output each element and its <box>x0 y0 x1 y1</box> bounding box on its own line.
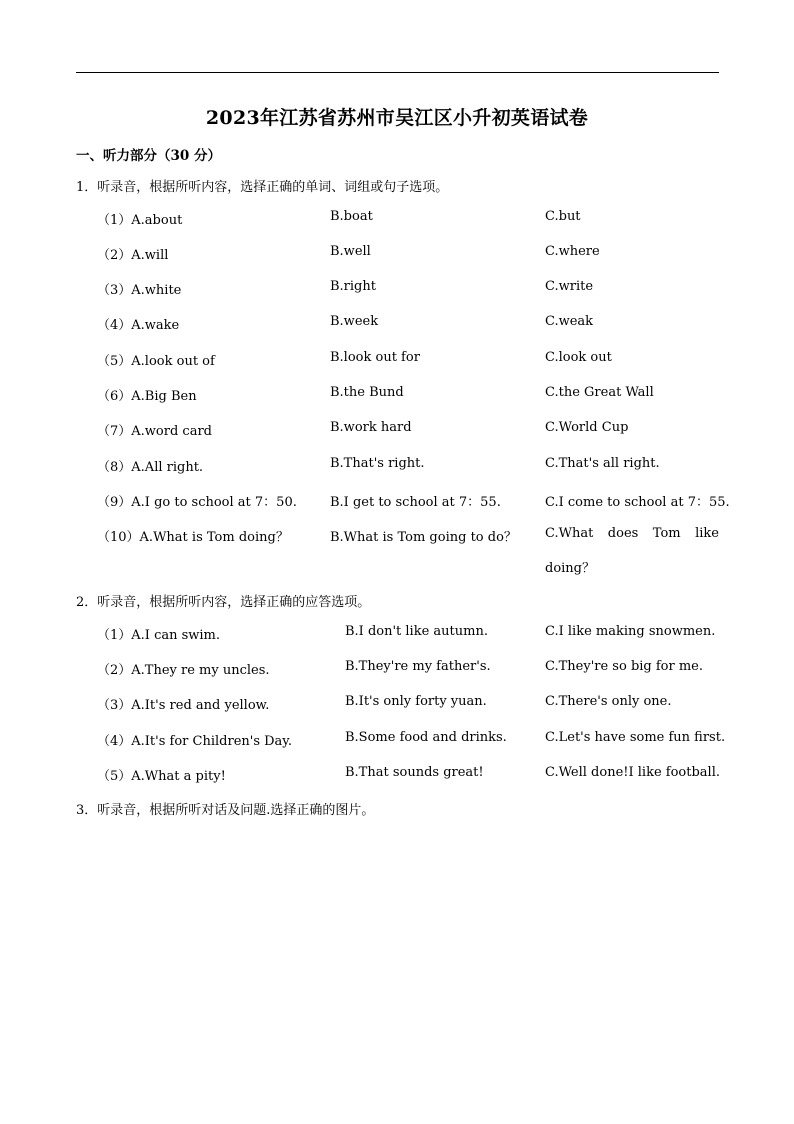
option-a: （10）A.What is Tom doing？ <box>97 530 289 545</box>
header-rule <box>76 72 719 73</box>
question-1-item <box>0 420 794 440</box>
option-c: C.Well done!I like football. <box>545 765 720 780</box>
option-a: （5）A.look out of <box>97 354 215 369</box>
question-1-prompt: 1．听录音，根据所听内容，选择正确的单词、词组或句子选项。 <box>76 180 449 195</box>
option-b: B.That's right. <box>330 456 425 471</box>
option-a: （1）A.about <box>97 213 183 228</box>
question-1-item <box>0 350 794 370</box>
option-a: （2）A.will <box>97 248 169 263</box>
question-2-item <box>0 765 794 785</box>
option-b: B.Some food and drinks. <box>345 730 507 745</box>
option-c: C.There's only one. <box>545 694 672 709</box>
option-c-word: C.What <box>545 526 594 541</box>
option-b: B.well <box>330 244 371 259</box>
option-c: C.look out <box>545 350 612 365</box>
option-a: （1）A.I can swim. <box>97 628 221 643</box>
option-c: C.They're so big for me. <box>545 659 704 674</box>
option-b: B.week <box>330 314 379 329</box>
question-1-item <box>0 314 794 334</box>
option-c: C.I come to school at 7：55. <box>545 495 730 510</box>
option-c-continued: doing？ <box>545 561 596 576</box>
option-b: B.right <box>330 279 376 294</box>
option-c: C.weak <box>545 314 594 329</box>
option-a: （9）A.I go to school at 7：50. <box>97 495 297 510</box>
question-3-prompt: 3．听录音，根据所听对话及问题.选择正确的图片。 <box>76 803 375 818</box>
option-b: B.They're my father's. <box>345 659 491 674</box>
question-1-item <box>0 491 794 511</box>
option-c: C.I like making snowmen. <box>545 624 716 639</box>
option-b: B.What is Tom going to do？ <box>330 530 517 545</box>
question-1-item <box>0 209 794 229</box>
option-a: （3）A.It's red and yellow. <box>97 698 270 713</box>
exam-title: 2023年江苏省苏州市吴江区小升初英语试卷 <box>205 107 589 129</box>
option-b: B.I get to school at 7：55. <box>330 495 501 510</box>
option-c: C.Let's have some fun first. <box>545 730 726 745</box>
question-1-item <box>0 279 794 299</box>
option-c: C.That's all right. <box>545 456 660 471</box>
option-c <box>545 526 719 541</box>
question-1-item <box>0 456 794 476</box>
option-b: B.look out for <box>330 350 420 365</box>
option-c-word: like <box>695 526 719 541</box>
option-b: B.It's only forty yuan. <box>345 694 487 709</box>
option-c: C.where <box>545 244 600 259</box>
option-c-word: Tom <box>652 526 681 541</box>
option-a: （8）A.All right. <box>97 460 204 475</box>
option-a: （6）A.Big Ben <box>97 389 197 404</box>
option-a: （2）A.They re my uncles. <box>97 663 270 678</box>
question-2-item <box>0 730 794 750</box>
option-a: （7）A.word card <box>97 424 212 439</box>
option-b: B.I don't like autumn. <box>345 624 488 639</box>
option-c: C.World Cup <box>545 420 629 435</box>
option-c: C.the Great Wall <box>545 385 654 400</box>
option-c: C.write <box>545 279 594 294</box>
option-b: B.That sounds great! <box>345 765 484 780</box>
option-c-word: does <box>607 526 639 541</box>
section-heading-listening: 一、听力部分（30 分） <box>76 148 221 164</box>
option-a: （5）A.What a pity! <box>97 769 226 784</box>
question-2-item <box>0 694 794 714</box>
option-a: （4）A.wake <box>97 318 180 333</box>
option-a: （4）A.It's for Children's Day. <box>97 734 293 749</box>
question-1-item <box>0 244 794 264</box>
question-2-item <box>0 624 794 644</box>
option-b: B.the Bund <box>330 385 404 400</box>
question-1-item <box>0 385 794 405</box>
question-2-prompt: 2．听录音，根据所听内容，选择正确的应答选项。 <box>76 595 371 610</box>
option-a: （3）A.white <box>97 283 182 298</box>
option-c: C.but <box>545 209 581 224</box>
question-2-item <box>0 659 794 679</box>
option-b: B.work hard <box>330 420 412 435</box>
option-b: B.boat <box>330 209 373 224</box>
